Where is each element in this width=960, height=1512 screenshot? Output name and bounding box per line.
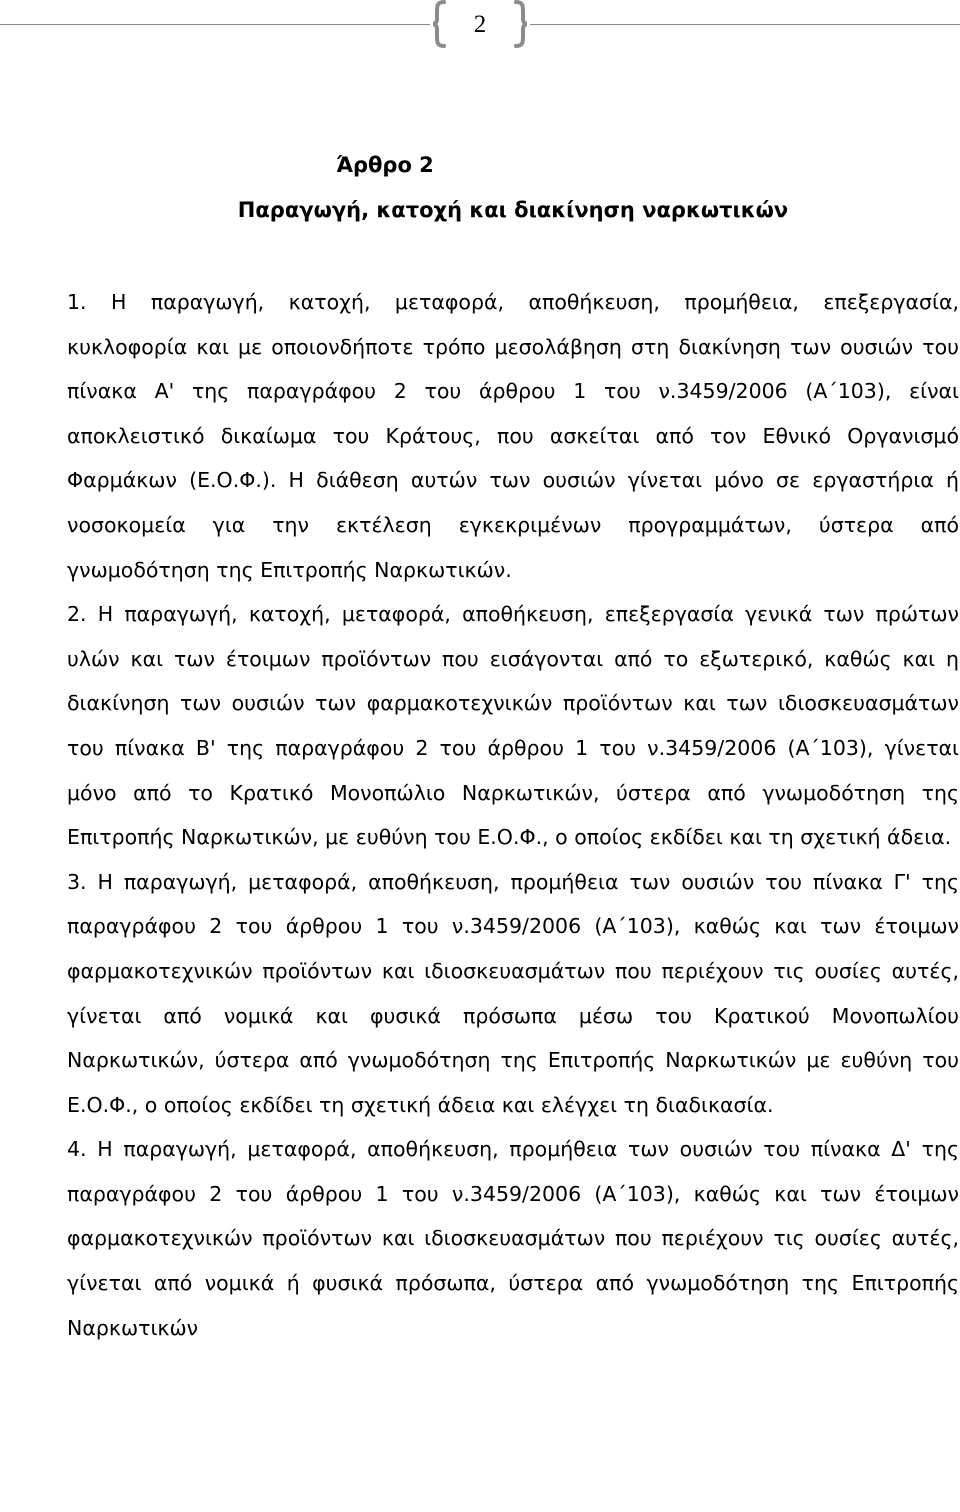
article-body: [67, 280, 959, 1350]
paragraph-1: 1. Η παραγωγή, κατοχή, μεταφορά, αποθήκευση, προμήθεια, επεξεργασία, κυκλοφορία και με οποιονδήποτε τρόπο μεσολάβηση στη διακίνηση των ουσιών του πίνακα Α' της παραγράφου 2 του άρθρου 1 του ν.3459/2006 (Α΄103), είναι αποκλειστικό δικαίωμα του Κράτους, που ασκείται από τον Εθνικό Οργανισμό Φαρμάκων (Ε.Ο.Φ.). Η διάθεση αυτών των ουσιών γίνεται μόνο σε εργαστήρια ή νοσοκομεία για την εκτέλεση εγκεκριμένων προγραμμάτων, ύστερα από γνωμοδότηση της Επιτροπής Ναρκωτικών.: [67, 290, 959, 582]
paragraph-2: 2. Η παραγωγή, κατοχή, μεταφορά, αποθήκευση, επεξεργασία γενικά των πρώτων υλών και των έτοιμων προϊόντων που εισάγονται από το εξωτερικό, καθώς και η διακίνηση των ουσιών των φαρμακοτεχνικών προϊόντων και των ιδιοσκευασμάτων του πίνακα Β' της παραγράφου 2 του άρθρου 1 του ν.3459/2006 (Α΄103), γίνεται μόνο από το Κρατικό Μονοπώλιο Ναρκωτικών, ύστερα από γνωμοδότηση της Επιτροπής Ναρκωτικών, με ευθύνη του Ε.Ο.Φ., ο οποίος εκδίδει και τη σχετική άδεια.: [67, 602, 959, 850]
header-rule-right: [530, 24, 960, 25]
article-title: Παραγωγή, κατοχή και διακίνηση ναρκωτικών: [237, 198, 789, 222]
page-number: 2: [473, 11, 487, 38]
page-header: [0, 0, 960, 50]
article-number: Άρθρο 2: [336, 153, 434, 177]
page-number-braces: [432, 0, 528, 48]
paragraph-3: 3. Η παραγωγή, μεταφορά, αποθήκευση, προμήθεια των ουσιών του πίνακα Γ' της παραγράφου 2 του άρθρου 1 του ν.3459/2006 (Α΄103), καθώς και των έτοιμων φαρμακοτεχνικών προϊόντων και ιδιοσκευασμάτων που περιέχουν τις ουσίες αυτές, γίνεται από νομικά και φυσικά πρόσωπα μέσω του Κρατικού Μονοπωλίου Ναρκωτικών, ύστερα από γνωμοδότηση της Επιτροπής Ναρκωτικών με ευθύνη του Ε.Ο.Φ., ο οποίος εκδίδει τη σχετική άδεια και ελέγχει τη διαδικασία.: [67, 869, 959, 1117]
header-rule-left: [0, 24, 430, 25]
paragraph-4: 4. Η παραγωγή, μεταφορά, αποθήκευση, προμήθεια των ουσιών του πίνακα Δ' της παραγράφου 2 του άρθρου 1 του ν.3459/2006 (Α΄103), καθώς και των έτοιμων φαρμακοτεχνικών προϊόντων και ιδιοσκευασμάτων που περιέχουν τις ουσίες αυτές, γίνεται από νομικά ή φυσικά πρόσωπα, ύστερα από γνωμοδότηση της Επιτροπής Ναρκωτικών: [67, 1137, 959, 1340]
